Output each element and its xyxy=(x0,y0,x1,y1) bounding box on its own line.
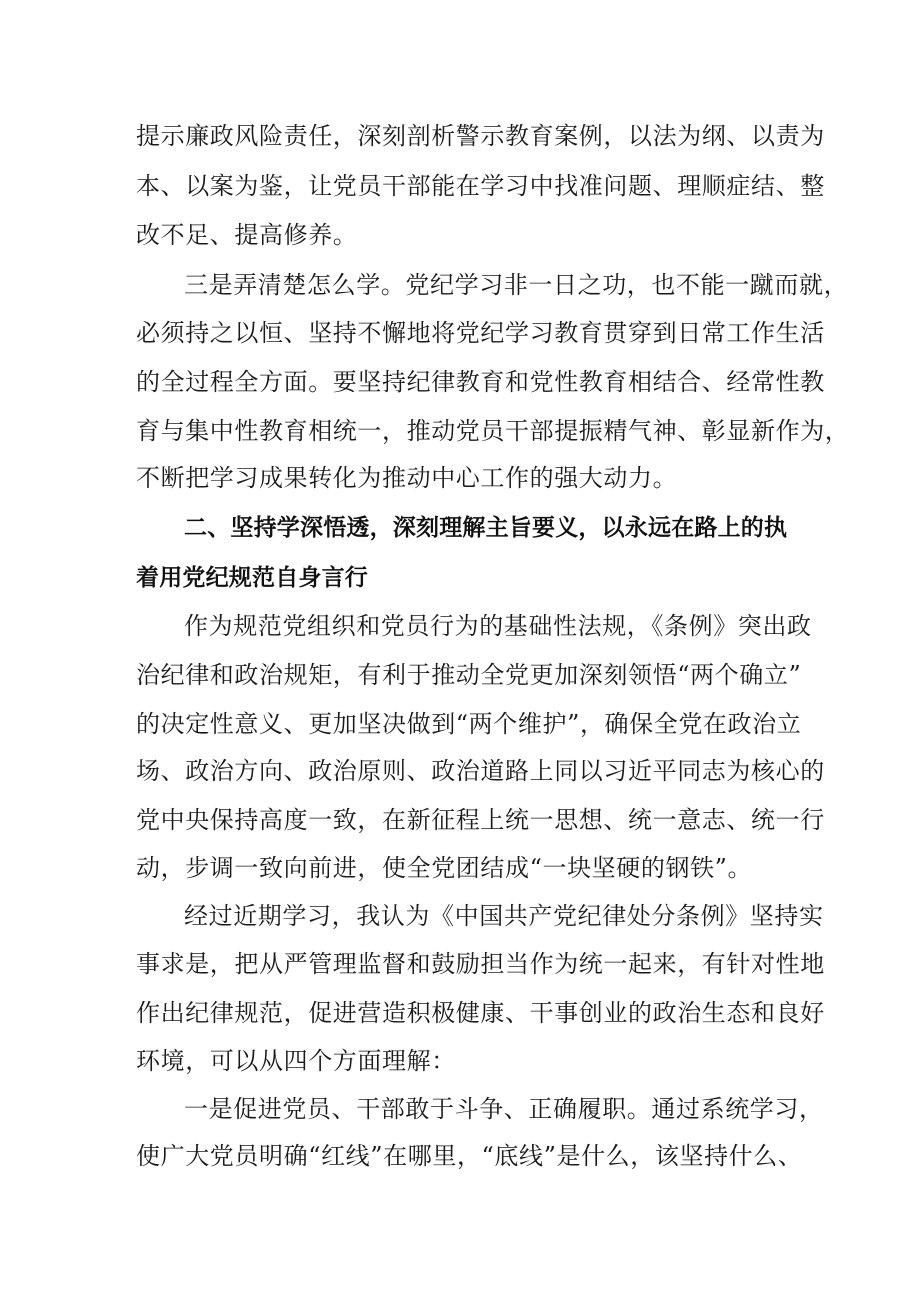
text-line: 治纪律和政治规矩，有利于推动全党更加深刻领悟“两个确立” xyxy=(136,661,802,689)
text-line: 必须持之以恒、坚持不懈地将党纪学习教育贯穿到日常工作生活 xyxy=(136,319,825,347)
text-line: 环境，可以从四个方面理解： xyxy=(136,1047,456,1075)
text-line: 作出纪律规范，促进营造积极健康、干事创业的政治生态和良好 xyxy=(136,999,825,1027)
text-line: 使广大党员明确“红线”在哪里，“底线”是什么，该坚持什么、 xyxy=(136,1142,803,1170)
text-line: 本、以案为鉴，让党员干部能在学习中找准问题、理顺症结、整 xyxy=(136,172,825,200)
text-line: 提示廉政风险责任，深刻剖析警示教育案例，以法为纲、以责为 xyxy=(136,122,825,150)
text-line: 经过近期学习，我认为《中国共产党纪律处分条例》坚持实 xyxy=(184,902,824,930)
text-line: 动，步调一致向前进，使全党团结成“一块坚硬的钢铁”。 xyxy=(136,854,753,882)
text-line: 场、政治方向、政治原则、政治道路上同以习近平同志为核心的 xyxy=(136,757,825,785)
text-line: 育与集中性教育相统一，推动党员干部提振精气神、彰显新作为， xyxy=(136,417,850,445)
text-line: 改不足、提高修养。 xyxy=(136,221,358,249)
heading-line: 着用党纪规范自身言行 xyxy=(136,565,368,591)
heading-line: 二、坚持学深悟透，深刻理解主旨要义，以永远在路上的执 xyxy=(184,515,788,541)
text-line: 作为规范党组织和党员行为的基础性法规，《条例》突出政 xyxy=(184,612,812,640)
text-line: 的决定性意义、更加坚决做到“两个维护”，确保全党在政治立 xyxy=(136,710,802,738)
text-line: 三是弄清楚怎么学。党纪学习非一日之功，也不能一蹴而就， xyxy=(184,271,849,299)
text-line: 的全过程全方面。要坚持纪律教育和党性教育相结合、经常性教 xyxy=(136,368,825,396)
text-line: 党中央保持高度一致，在新征程上统一思想、统一意志、统一行 xyxy=(136,806,825,834)
text-line: 不断把学习成果转化为推动中心工作的强大动力。 xyxy=(136,464,678,492)
text-line: 一是促进党员、干部敢于斗争、正确履职。通过系统学习， xyxy=(184,1095,824,1123)
text-line: 事求是，把从严管理监督和鼓励担当作为统一起来，有针对性地 xyxy=(136,950,825,978)
